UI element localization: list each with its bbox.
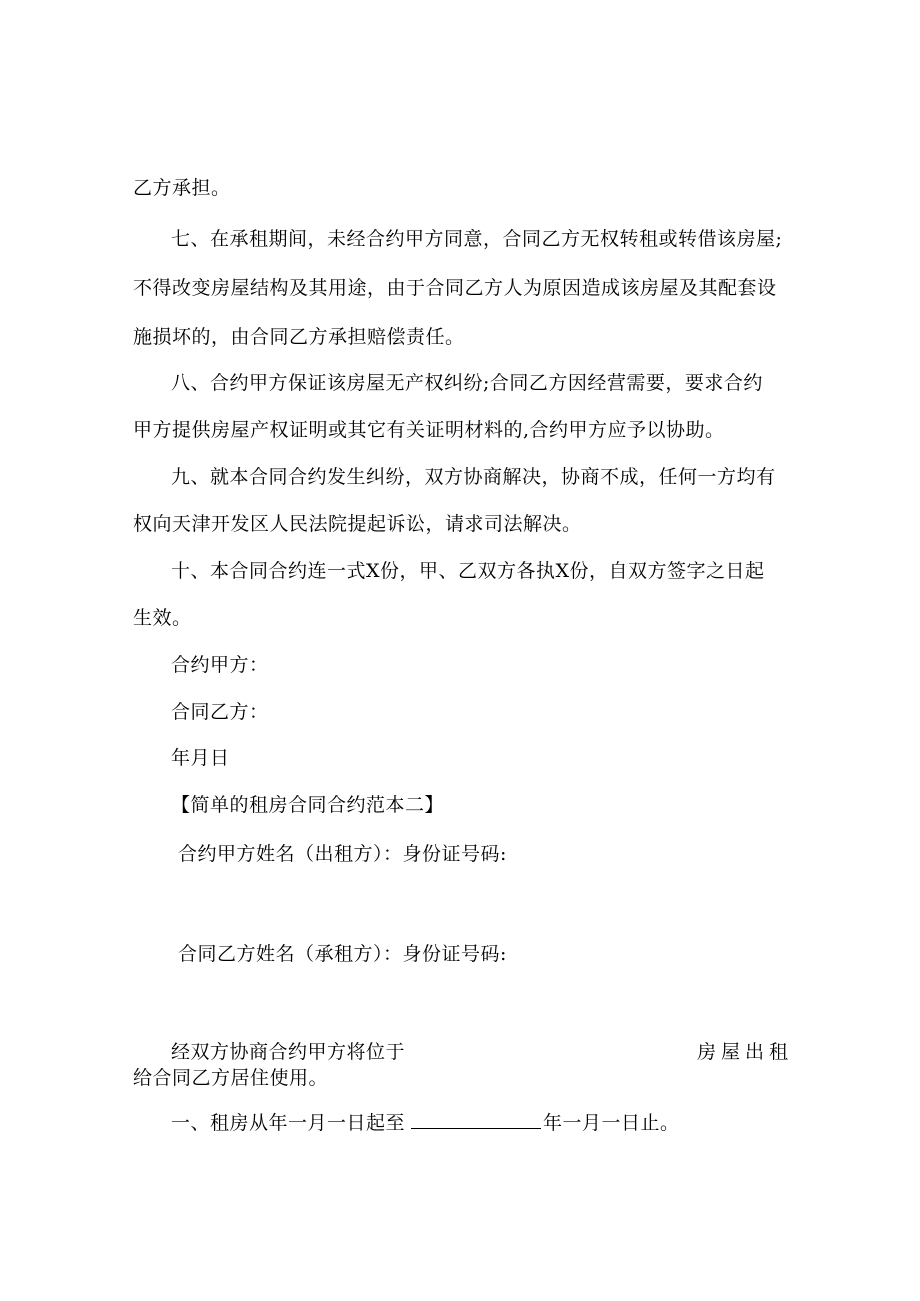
agreement-intro-line-2: 给合同乙方居住使用。 — [133, 1067, 329, 1089]
clause-10-line-2: 生效。 — [133, 607, 192, 629]
party-b-name-line: 合同乙方姓名（承租方）：身份证号码: — [178, 943, 507, 965]
party-a-name-line: 合约甲方姓名（出租方）：身份证号码: — [178, 843, 507, 865]
term-start-text: 一、租房从年一月一日起至 — [171, 1112, 406, 1134]
term-end-text: 年一月一日止。 — [543, 1112, 680, 1134]
date-label: 年月日 — [171, 747, 230, 769]
clause-7-line-2: 不得改变房屋结构及其用途，由于合同乙方人为原因造成该房屋及其配套设 — [133, 277, 777, 299]
clause-9-line-1: 九、就本合同合约发生纠纷，双方协商解决，协商不成，任何一方均有 — [171, 466, 776, 488]
term-blank-field — [411, 1110, 541, 1129]
clause-8-line-2: 甲方提供房屋产权证明或其它有关证明材料的,合约甲方应予以协助。 — [133, 419, 725, 441]
section-heading: 【简单的租房合同合约范本二】 — [171, 794, 445, 816]
clause-7-line-1: 七、在承租期间，未经合约甲方同意，合同乙方无权转租或转借该房屋; — [171, 228, 783, 250]
clause-10-line-1: 十、本合同合约连一式X份，甲、乙双方各执X份，自双方签字之日起 — [171, 560, 765, 582]
party-a-signature-label: 合约甲方： — [171, 654, 269, 676]
clause-9-line-2: 权向天津开发区人民法院提起诉讼，请求司法解决。 — [133, 513, 582, 535]
party-b-signature-label: 合同乙方： — [171, 701, 269, 723]
agreement-intro: 经双方协商合约甲方将位于 — [171, 1041, 406, 1063]
clause-8-line-1: 八、合约甲方保证该房屋无产权纠纷;合同乙方因经营需要，要求合约 — [171, 372, 763, 394]
term-line — [171, 1110, 680, 1135]
clause-7-line-3: 施损坏的，由合同乙方承担赔偿责任。 — [133, 326, 465, 348]
text-line: 乙方承担。 — [133, 177, 231, 199]
agreement-intro-rent: 房屋出租 — [697, 1041, 794, 1063]
